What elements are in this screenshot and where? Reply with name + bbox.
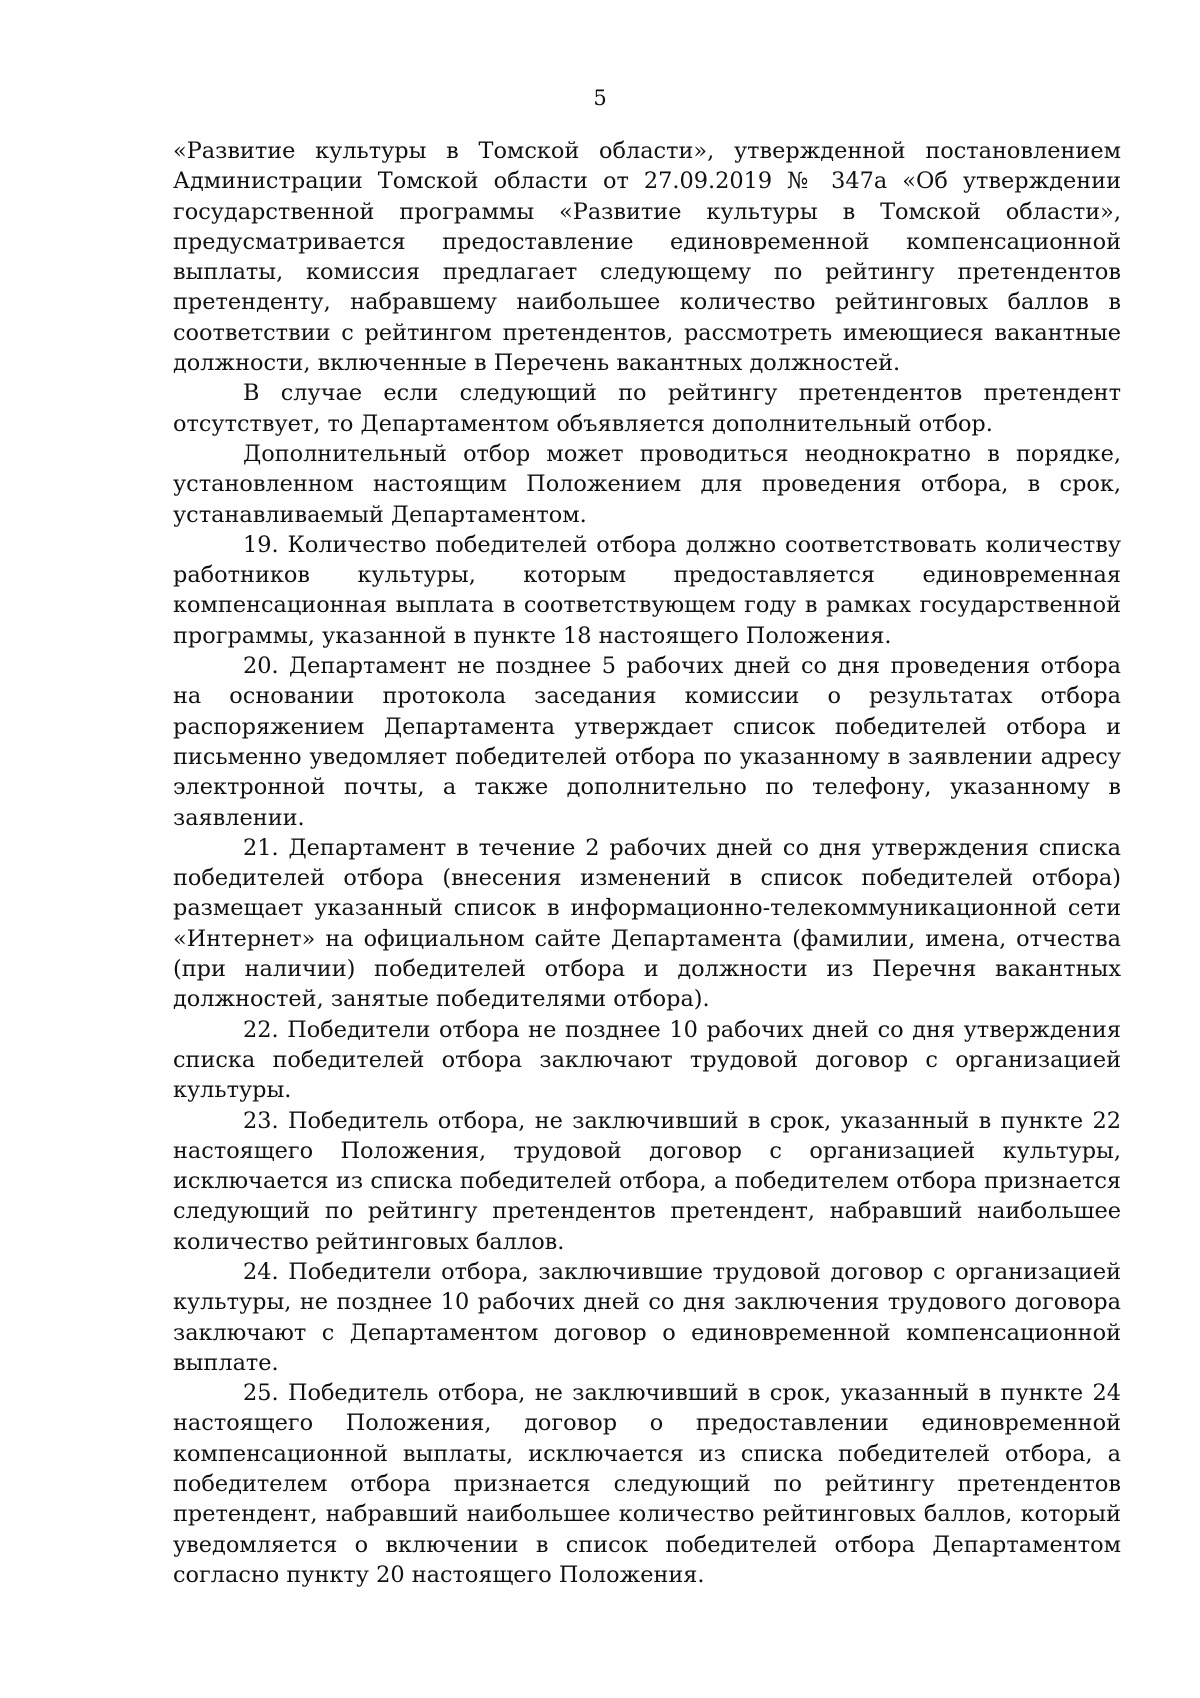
clause-21: 21. Департамент в течение 2 рабочих дней со дня утверждения списка победителей отбора (внесения изменений в список победителей отбора) размещает указанный список в информационно-телекоммуникационной сети «Интернет» на официальном сайте Департамента (фамилии, имена, отчества (при наличии) победителей отбора и должности из Перечня вакантных должностей, занятые победителями отбора). <box>173 834 1121 1013</box>
paragraph-no-next-candidate: В случае если следующий по рейтингу претендентов претендент отсутствует, то Департаментом объявляется дополнительный отбор. <box>173 380 1121 437</box>
clause-22: 22. Победители отбора не позднее 10 рабочих дней со дня утверждения списка победителей отбора заключают трудовой договор с организацией культуры. <box>173 1016 1121 1104</box>
document-body <box>173 136 1121 1590</box>
clause-24: 24. Победители отбора, заключившие трудовой договор с организацией культуры, не позднее 10 рабочих дней со дня заключения трудового договора заключают с Департаментом договор о единовременной компенсационной выплате. <box>173 1258 1121 1376</box>
page-number: 5 <box>593 86 607 110</box>
clause-23: 23. Победитель отбора, не заключивший в срок, указанный в пункте 22 настоящего Положения, трудовой договор с организацией культуры, исключается из списка победителей отбора, а победителем отбора признается следующий по рейтингу претендентов претендент, набравший наибольшее количество рейтинговых баллов. <box>173 1107 1121 1255</box>
clause-20: 20. Департамент не позднее 5 рабочих дней со дня проведения отбора на основании протокола заседания комиссии о результатах отбора распоряжением Департамента утверждает список победителей отбора и письменно уведомляет победителей отбора по указанному в заявлении адресу электронной почты, а также дополнительно по телефону, указанному в заявлении. <box>173 653 1121 831</box>
clause-19: 19. Количество победителей отбора должно соответствовать количеству работников культуры, которым предоставляется единовременная компенсационная выплата в соответствующем году в рамках государственной программы, указанной в пункте 18 настоящего Положения. <box>173 531 1121 649</box>
clause-25: 25. Победитель отбора, не заключивший в срок, указанный в пункте 24 настоящего Положения, договор о предоставлении единовременной компенсационной выплаты, исключается из списка победителей отбора, а победителем отбора признается следующий по рейтингу претендентов претендент, набравший наибольшее количество рейтинговых баллов, который уведомляется о включении в список победителей отбора Департаментом согласно пункту 20 настоящего Положения. <box>173 1380 1121 1588</box>
paragraph-additional-selection: Дополнительный отбор может проводиться неоднократно в порядке, установленном настоящим Положением для проведения отбора, в срок, устанавливаемый Департаментом. <box>173 440 1121 528</box>
paragraph-continuation: «Развитие культуры в Томской области», утвержденной постановлением Администрации Томской области от 27.09.2019 № 347а «Об утверждении государственной программы «Развитие культуры в Томской области», предусматривается предоставление единовременной компенсационной выплаты, комиссия предлагает следующему по рейтингу претендентов претенденту, набравшему наибольшее количество рейтинговых баллов в соответствии с рейтингом претендентов, рассмотреть имеющиеся вакантные должности, включенные в Перечень вакантных должностей. <box>173 138 1121 377</box>
